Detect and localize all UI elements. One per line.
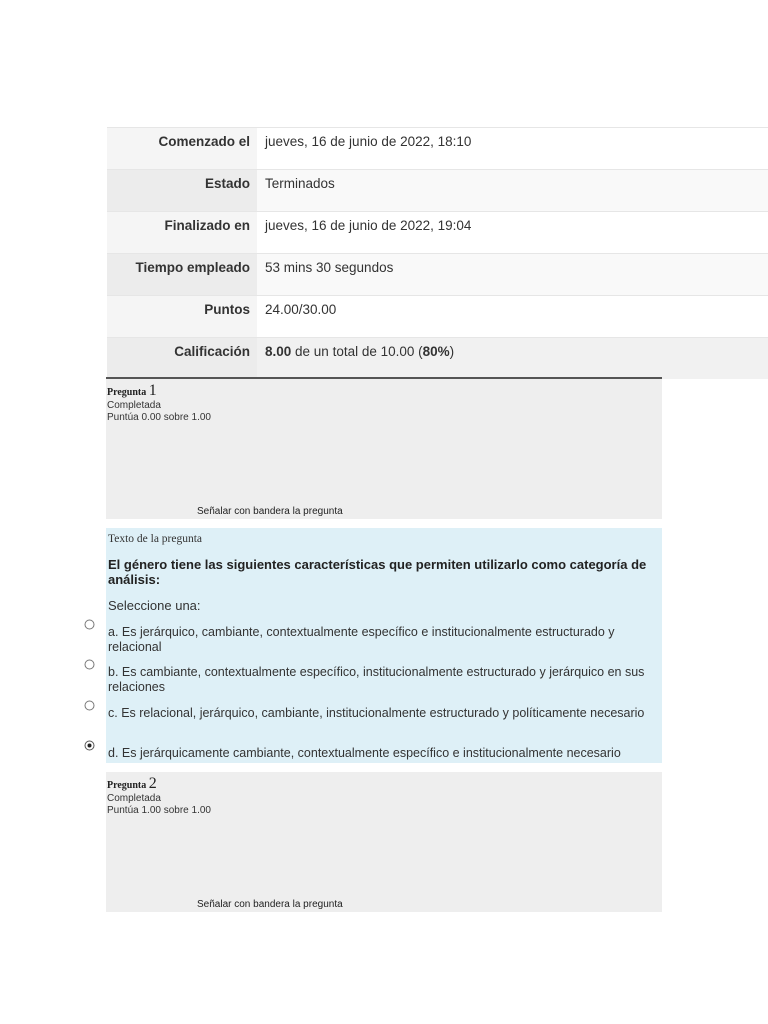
- question-2-info: [106, 772, 662, 912]
- summary-value: 53 mins 30 segundos: [257, 254, 768, 295]
- summary-label: Puntos: [107, 296, 257, 337]
- question-number: 1: [148, 382, 157, 399]
- summary-value: jueves, 16 de junio de 2022, 18:10: [257, 128, 768, 169]
- question-prefix: Pregunta: [107, 387, 147, 398]
- question-status: Completada: [107, 400, 161, 411]
- attempt-summary-table: [107, 127, 768, 379]
- answer-option-b: b. Es cambiante, contextualmente específico, institucionalmente estructurado y jerárquico en sus relaciones: [108, 665, 645, 694]
- summary-label: Comenzado el: [107, 128, 257, 169]
- answer-option-c: c. Es relacional, jerárquico, cambiante, institucionalmente estructurado y políticamente necesario: [108, 706, 645, 720]
- question-status: Completada: [107, 793, 161, 804]
- question-heading: [106, 379, 662, 400]
- summary-row-started: [107, 127, 768, 169]
- flag-question-link[interactable]: Señalar con bandera la pregunta: [197, 506, 343, 517]
- question-score: Puntúa 1.00 sobre 1.00: [107, 805, 211, 816]
- question-1-info: [106, 377, 662, 519]
- question-prompt: El género tiene las siguientes características que permiten utilizarlo como categoría de análisis:: [108, 557, 647, 587]
- summary-label: Tiempo empleado: [107, 254, 257, 295]
- select-one-label: Seleccione una:: [108, 598, 201, 613]
- grade-text-end: ): [449, 344, 455, 359]
- summary-row-finished: [107, 211, 768, 253]
- radio-option-c[interactable]: [84, 700, 95, 711]
- radio-option-b[interactable]: [84, 659, 95, 670]
- summary-label: Estado: [107, 170, 257, 211]
- question-score: Puntúa 0.00 sobre 1.00: [107, 412, 211, 423]
- question-1-content: [106, 528, 662, 763]
- flag-question-link[interactable]: Señalar con bandera la pregunta: [197, 899, 343, 910]
- summary-value: jueves, 16 de junio de 2022, 19:04: [257, 212, 768, 253]
- summary-row-points: [107, 295, 768, 337]
- question-heading: [106, 772, 662, 793]
- question-prefix: Pregunta: [107, 780, 147, 791]
- radio-option-d-selected[interactable]: [84, 740, 95, 751]
- grade-number: 8.00: [265, 344, 292, 359]
- summary-label: Finalizado en: [107, 212, 257, 253]
- grade-text: de un total de 10.00 (: [291, 344, 423, 359]
- radio-option-a[interactable]: [84, 619, 95, 630]
- summary-value: Terminados: [257, 170, 768, 211]
- summary-value: 24.00/30.00: [257, 296, 768, 337]
- grade-percent: 80%: [422, 344, 450, 359]
- answer-option-a: a. Es jerárquico, cambiante, contextualmente específico e institucionalmente estructurado y relacional: [108, 625, 615, 654]
- summary-label: Calificación: [107, 338, 257, 379]
- summary-row-time-taken: [107, 253, 768, 295]
- question-number: 2: [148, 775, 157, 792]
- question-text-label: Texto de la pregunta: [108, 533, 203, 545]
- grade-value: [257, 338, 768, 379]
- summary-row-state: [107, 169, 768, 211]
- summary-row-grade: [107, 337, 768, 379]
- answer-option-d: d. Es jerárquicamente cambiante, contextualmente específico e institucionalmente necesario: [108, 746, 621, 760]
